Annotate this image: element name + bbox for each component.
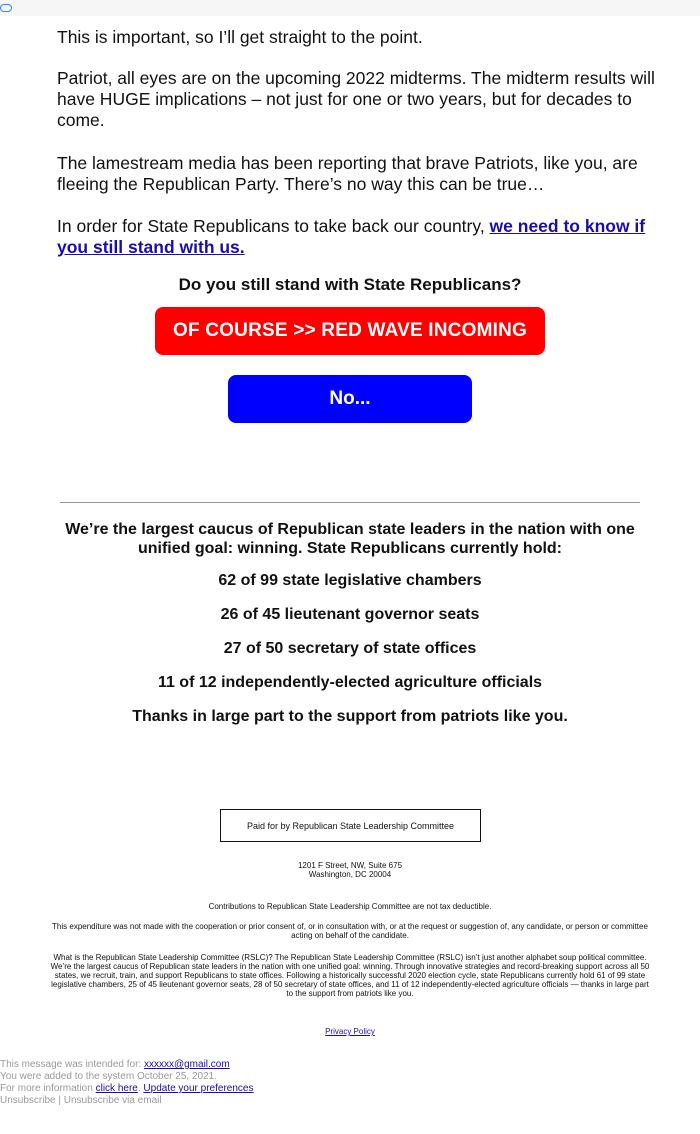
no-button[interactable]: No...: [228, 375, 472, 423]
divider: [60, 502, 640, 503]
contributions-notice: Contributions to Republican State Leadership Committee are not tax deductible.: [208, 902, 492, 911]
unsubscribe-email-link[interactable]: Unsubscribe via email: [63, 1095, 162, 1106]
recipient-email-link[interactable]: xxxxxx@gmail.com: [143, 1059, 230, 1070]
stat-agriculture-officials: 11 of 12 independently-elected agriculture officials: [157, 674, 543, 691]
thanks-text: Thanks in large part to the support from patriots like you.: [132, 708, 568, 725]
stats-intro: We’re the largest caucus of Republican state leaders in the nation with one unified goal: winning. State Republicans currently hold:: [65, 521, 635, 557]
stand-with-us-link[interactable]: we need to know if you still stand with us.: [57, 216, 646, 257]
footer-unsubscribe: [0, 1095, 700, 1106]
intro-text: This is important, so I’ll get straight to the point.: [57, 27, 423, 47]
stat-secretary-of-state: 27 of 50 secretary of state offices: [223, 640, 477, 657]
click-here-link[interactable]: click here: [95, 1083, 138, 1094]
more-info-prefix: For more information: [0, 1083, 96, 1094]
media-paragraph: The lamestream media has been reporting that brave Patriots, like you, are fleeing the Republican Party. There’s no way this can be true…: [57, 153, 638, 194]
privacy-policy-link[interactable]: Privacy Policy: [325, 1027, 375, 1036]
footer-added: You were added to the system October 25, 2021.: [0, 1071, 217, 1082]
about-rslc: What is the Republican State Leadership Committee (RSLC)? The Republican State Leadership Committee (RSLC) isn’t just another alphabet soup political committee. We’re the largest caucus of Republican state leaders in the nation with one unified goal: winning. Through innovative strategies and record-breaking support across all 50 states, we recruit, train, and support Republicans to state offices. Following a historically successful 2020 election cycle, state Republicans currently hold 61 of 99 state legislative chambers, 25 of 45 lieutenant governor seats, 28 of 50 secretary of state offices, and 11 of 12 independently-elected agriculture officials — thanks in large part to the support from patriots like you.: [50, 953, 650, 998]
privacy-row: [50, 1027, 650, 1036]
unsubscribe-link[interactable]: Unsubscribe: [0, 1095, 56, 1106]
mailing-address: [50, 861, 650, 879]
update-preferences-link[interactable]: Update your preferences: [143, 1083, 254, 1094]
stand-paragraph: [57, 216, 657, 258]
stat-lieutenant-governors: 26 of 45 lieutenant governor seats: [220, 606, 480, 623]
question-heading: Do you still stand with State Republicans?: [178, 275, 522, 294]
footer-pipe: |: [55, 1095, 64, 1106]
footer-separator: .: [137, 1083, 144, 1094]
chat-bubble-icon: [0, 4, 12, 12]
footer-more-info: [0, 1083, 700, 1094]
paid-for-box: [220, 809, 481, 842]
stand-paragraph-text: In order for State Republicans to take back our country,: [57, 216, 490, 236]
midterms-paragraph: Patriot, all eyes are on the upcoming 2022 midterms. The midterm results will have HUGE implications – not just for one or two years, but for decades to come.: [57, 68, 655, 130]
intended-prefix: This message was intended for:: [0, 1059, 144, 1070]
yes-red-wave-button[interactable]: OF COURSE >> RED WAVE INCOMING: [155, 307, 545, 355]
address-line-1: 1201 F Street, NW, Suite 675: [297, 861, 403, 870]
top-bar: [0, 0, 700, 16]
paid-for-text: Paid for by Republican State Leadership Committee: [246, 820, 455, 831]
stat-legislative-chambers: 62 of 99 state legislative chambers: [218, 572, 482, 589]
expenditure-notice: This expenditure was not made with the cooperation or prior consent of, or in consultation with, or at the request or suggestion of, any candidate, or person or committee acting on behalf of the candidate.: [52, 922, 648, 940]
address-line-2: Washington, DC 20004: [308, 870, 392, 879]
footer-intended: [0, 1059, 700, 1070]
